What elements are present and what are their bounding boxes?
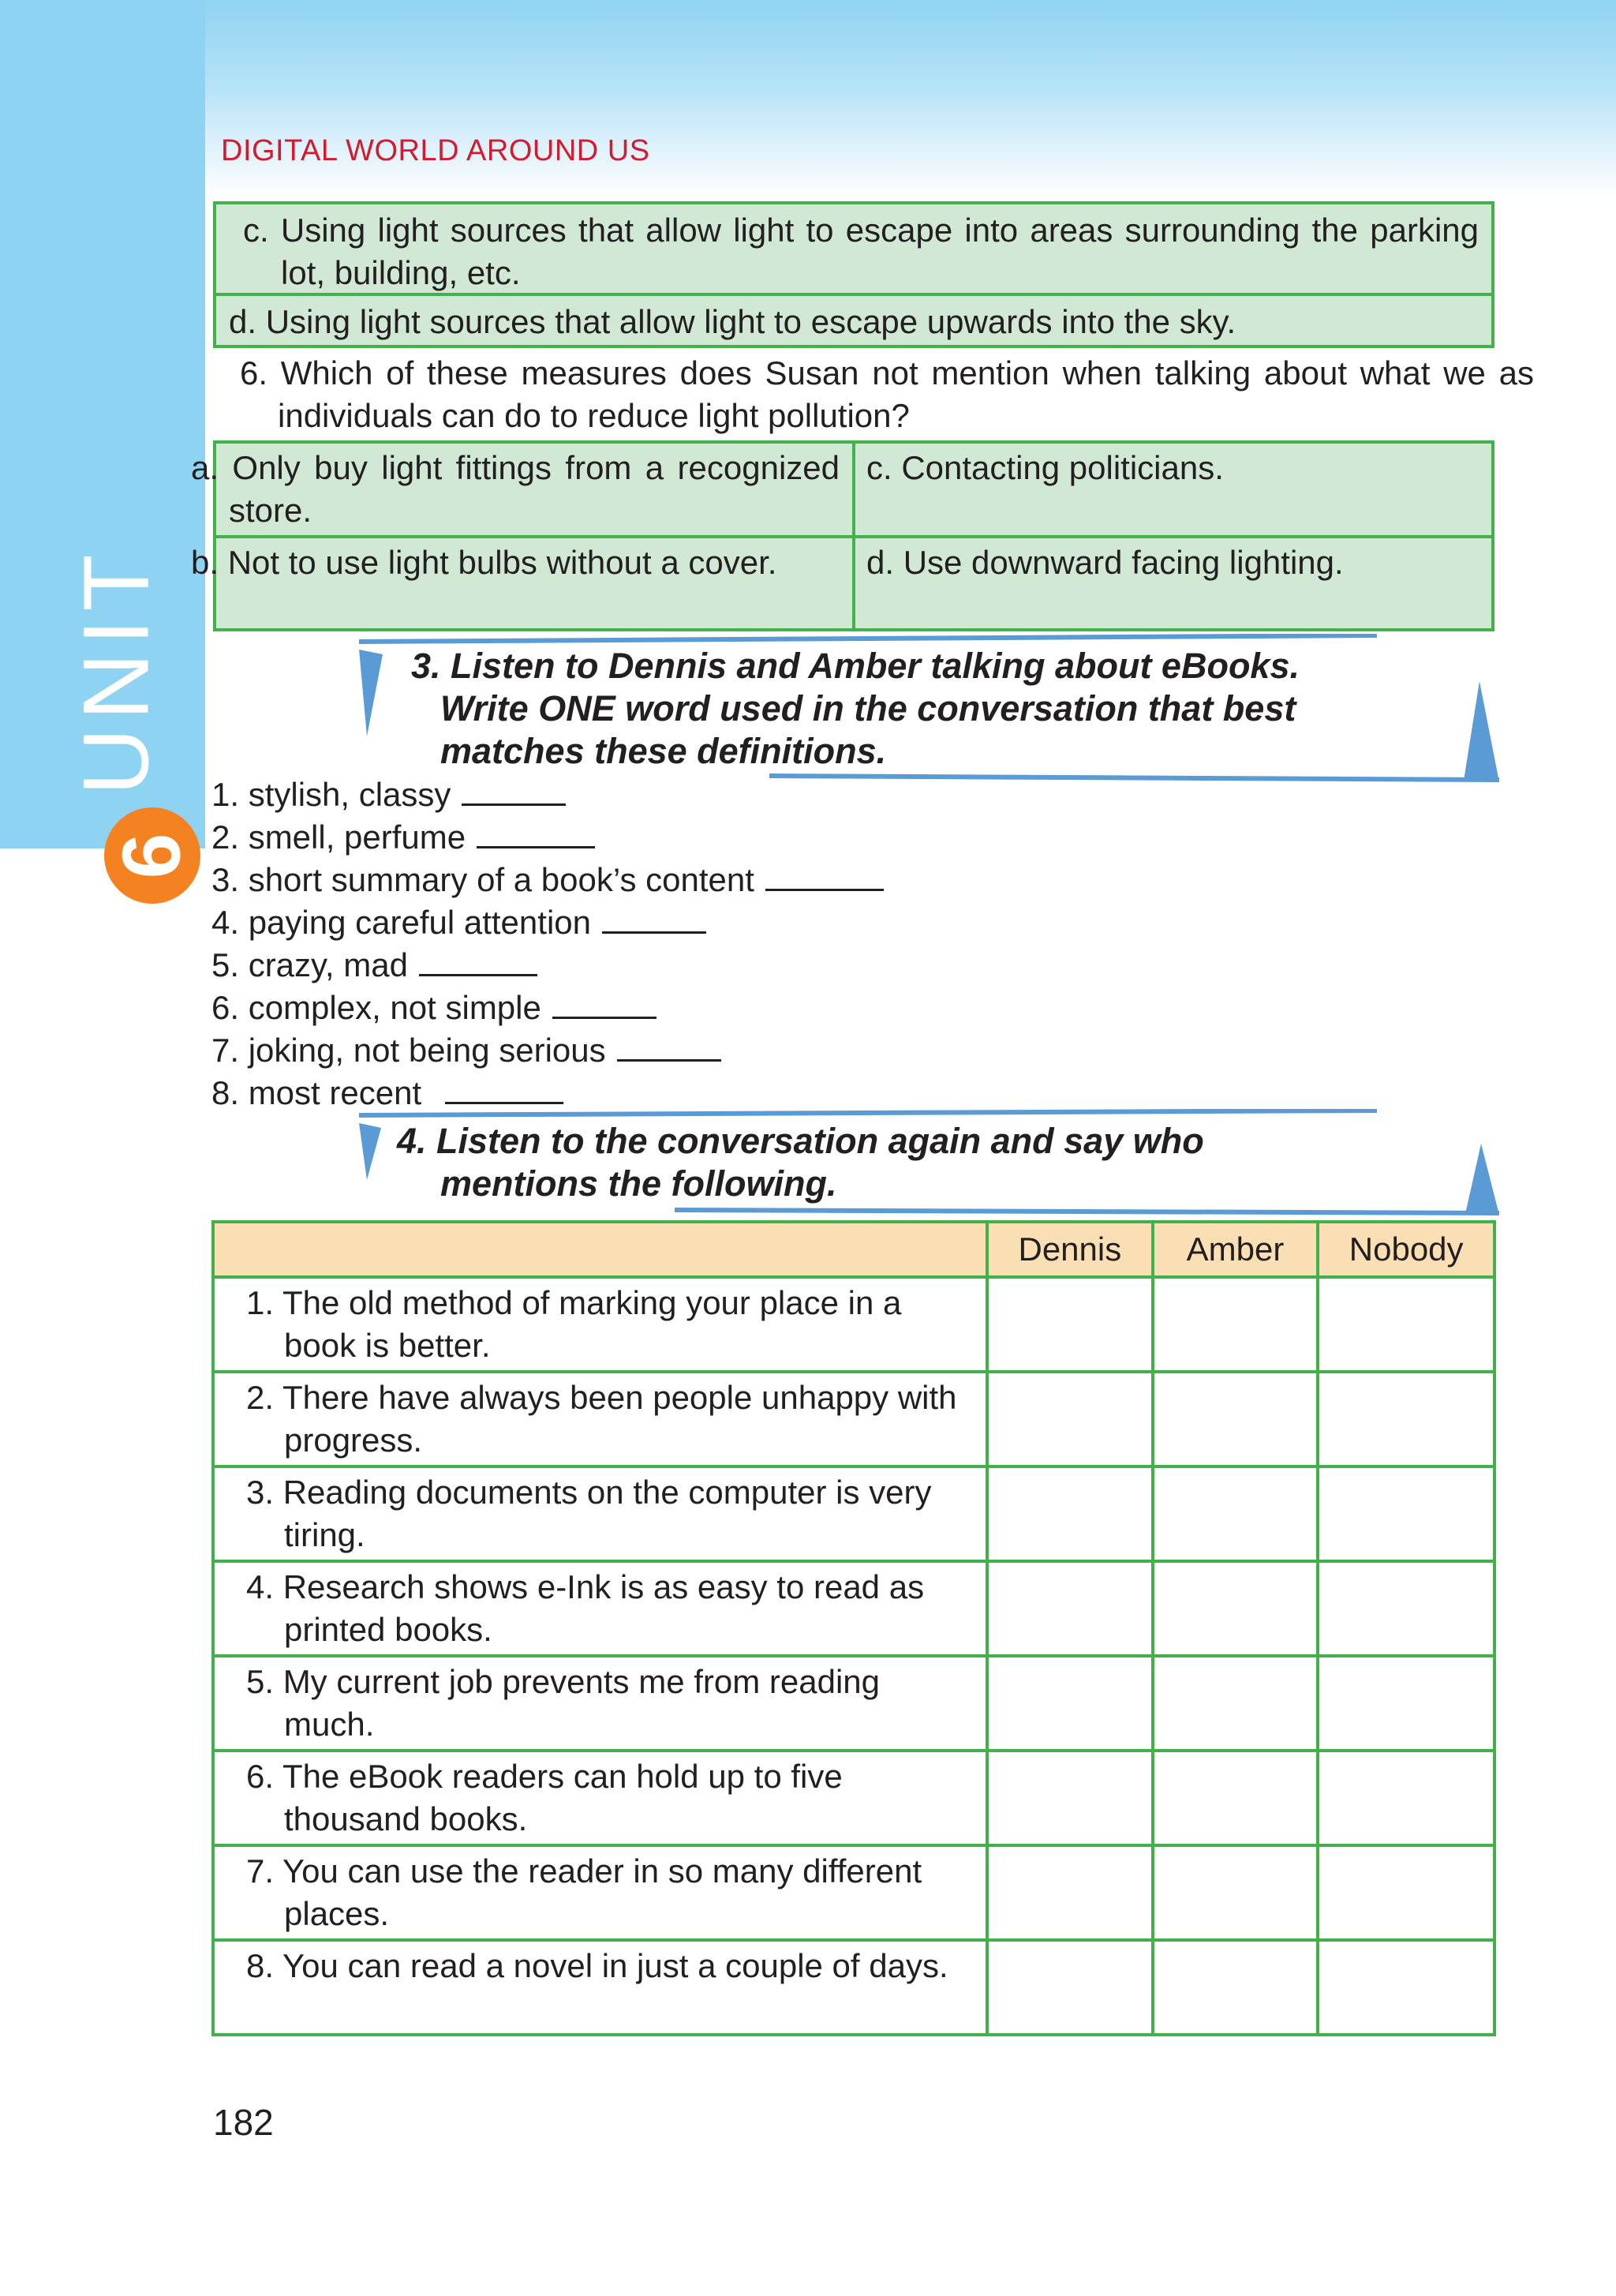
exercise-3-banner: [359, 634, 1499, 785]
answer-cell[interactable]: [1318, 1845, 1494, 1940]
section-header: DIGITAL WORLD AROUND US: [221, 134, 650, 167]
answer-blank[interactable]: [477, 819, 595, 848]
answer-blank[interactable]: [462, 777, 566, 806]
answer-cell[interactable]: [987, 1372, 1153, 1466]
column-nobody: Nobody: [1318, 1222, 1494, 1277]
list-item: 1. stylish, classy: [211, 773, 1237, 816]
exercise-3-list: [211, 773, 1237, 1114]
list-item: 2. smell, perfume: [211, 816, 1237, 859]
exercise-3-line-2: Write ONE word used in the conversation that best: [440, 688, 1296, 729]
table-header-row: [213, 1222, 1494, 1277]
answer-cell[interactable]: [1153, 1751, 1319, 1845]
table-row: [213, 1656, 1494, 1751]
exercise-4-table: [211, 1220, 1496, 2036]
option-c-text: c. Using light sources that allow light to escape into areas surrounding the parking lot, building, etc.: [243, 212, 1479, 291]
q6-option-b: b. Not to use light bulbs without a cover.: [216, 538, 855, 628]
table-row: [213, 1940, 1494, 2035]
q6-option-c: c. Contacting politicians.: [855, 444, 1491, 538]
list-item: 4. paying careful attention: [211, 901, 1237, 944]
answer-cell[interactable]: [987, 1940, 1153, 2035]
column-dennis: Dennis: [987, 1222, 1153, 1277]
list-item: 6. complex, not simple: [211, 987, 1237, 1029]
list-item: 5. crazy, mad: [211, 944, 1237, 987]
table-row: [213, 1561, 1494, 1656]
table-row: [213, 1845, 1494, 1940]
table-row: [213, 1466, 1494, 1561]
answer-cell[interactable]: [1153, 1466, 1319, 1561]
list-item: 3. short summary of a book’s content: [211, 859, 1237, 901]
answer-blank[interactable]: [617, 1032, 721, 1062]
option-d-box: [213, 293, 1494, 348]
question-6: 6. Which of these measures does Susan not mention when talking about what we as individuals can do to reduce light pollution?: [240, 354, 1534, 434]
answer-blank[interactable]: [445, 1075, 563, 1104]
q6-option-d: d. Use downward facing lighting.: [866, 544, 1344, 581]
option-c-box: [213, 201, 1494, 296]
table-header-empty: [213, 1222, 987, 1277]
answer-cell[interactable]: [1153, 1561, 1319, 1656]
unit-number-badge: 6: [104, 807, 200, 904]
answer-cell[interactable]: [1318, 1656, 1494, 1751]
answer-cell[interactable]: [1318, 1466, 1494, 1561]
answer-cell[interactable]: [987, 1466, 1153, 1561]
answer-cell[interactable]: [1318, 1940, 1494, 2035]
exercise-4-banner: [359, 1109, 1499, 1219]
exercise-4-line-1: 4. Listen to the conversation again and say who: [397, 1121, 1204, 1161]
answer-cell[interactable]: [987, 1751, 1153, 1845]
answer-cell[interactable]: [987, 1845, 1153, 1940]
answer-cell[interactable]: [987, 1561, 1153, 1656]
answer-cell[interactable]: [1153, 1277, 1319, 1372]
list-item: 7. joking, not being serious: [211, 1029, 1237, 1072]
row-statement: 2. There have always been people unhappy with progress.: [246, 1379, 957, 1459]
page-number: 182: [213, 2102, 274, 2143]
row-statement: 8. You can read a novel in just a couple of days.: [246, 1947, 948, 1984]
answer-cell[interactable]: [1318, 1372, 1494, 1466]
table-row: [213, 1277, 1494, 1372]
option-d-text: d. Using light sources that allow light to escape upwards into the sky.: [229, 303, 1236, 340]
row-statement: 7. You can use the reader in so many different places.: [246, 1852, 922, 1932]
row-statement: 5. My current job prevents me from reading much.: [246, 1663, 881, 1743]
exercise-3-line-3: matches these definitions.: [440, 731, 887, 771]
row-statement: 4. Research shows e-Ink is as easy to read as printed books.: [246, 1568, 925, 1648]
answer-cell[interactable]: [1153, 1940, 1319, 2035]
answer-cell[interactable]: [1318, 1561, 1494, 1656]
answer-blank[interactable]: [419, 947, 537, 976]
answer-cell[interactable]: [1153, 1372, 1319, 1466]
column-amber: Amber: [1153, 1222, 1319, 1277]
answer-blank[interactable]: [602, 905, 706, 934]
exercise-3-line-1: 3. Listen to Dennis and Amber talking about eBooks.: [411, 646, 1300, 686]
answer-cell[interactable]: [1318, 1751, 1494, 1845]
answer-cell[interactable]: [1153, 1845, 1319, 1940]
row-statement: 1. The old method of marking your place in a book is better.: [246, 1284, 902, 1364]
exercise-4-line-2: mentions the following.: [440, 1163, 837, 1204]
table-row: [213, 1372, 1494, 1466]
answer-blank[interactable]: [765, 862, 884, 891]
row-statement: 3. Reading documents on the computer is very tiring.: [246, 1474, 932, 1553]
answer-cell[interactable]: [1153, 1656, 1319, 1751]
list-item: 8. most recent: [211, 1072, 1237, 1114]
question-6-options: [191, 440, 1494, 631]
answer-cell[interactable]: [1318, 1277, 1494, 1372]
table-row: [213, 1751, 1494, 1845]
row-statement: 6. The eBook readers can hold up to five thousand books.: [246, 1758, 843, 1837]
q6-option-a: a. Only buy light fittings from a recognized store.: [216, 444, 855, 538]
answer-cell[interactable]: [987, 1277, 1153, 1372]
unit-label: UNIT: [65, 546, 170, 796]
answer-cell[interactable]: [987, 1656, 1153, 1751]
answer-blank[interactable]: [552, 990, 656, 1019]
